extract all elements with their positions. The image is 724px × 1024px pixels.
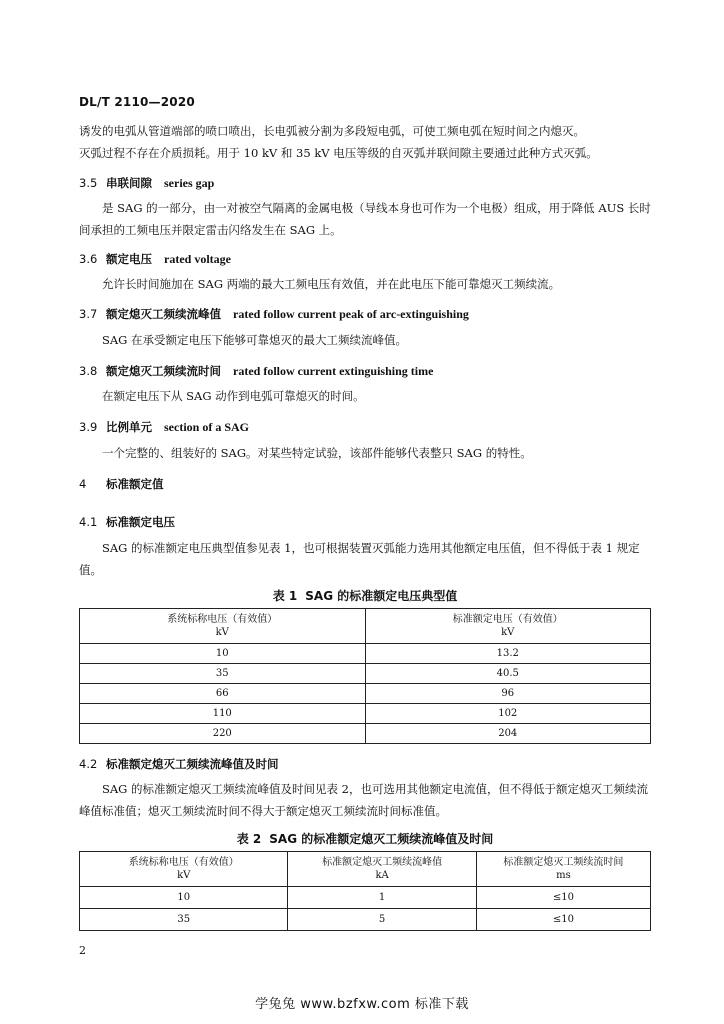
intro-line-1: 诱发的电弧从管道端部的喷口喷出，长电弧被分割为多段短电弧，可使工频电弧在短时间之内熄灭。: [79, 124, 585, 138]
table-row: [80, 724, 651, 744]
footer-watermark-link[interactable]: 学兔兔 www.bzfxw.com 标准下载: [255, 997, 469, 1012]
section-3-7-body: SAG 在承受额定电压下能够可靠熄灭的最大工频续流峰值。: [102, 333, 408, 347]
section-title-cn: 比例单元: [106, 420, 152, 434]
table-cell: 10: [80, 887, 288, 909]
section-3-6-body: 允许长时间施加在 SAG 两端的最大工频电压有效值，并在此电压下能可靠熄灭工频续流。: [102, 277, 561, 291]
section-4-1-body: SAG 的标准额定电压典型值参见表 1，也可根据装置灭弧能力选用其他额定电压值，但不得低于表 1 规定值。: [79, 541, 640, 577]
section-4-heading: [79, 475, 176, 493]
section-title-cn: 额定电压: [106, 252, 152, 266]
table-header-cell: [288, 852, 476, 887]
table-1-caption: [79, 587, 651, 604]
section-3-6-heading: [79, 250, 231, 268]
table-header-row: [80, 852, 651, 887]
section-number: 4.2: [79, 757, 98, 771]
section-number: 3.5: [79, 176, 98, 190]
section-3-7-heading: [79, 305, 469, 323]
header-label: 系统标称电压（有效值）: [128, 857, 239, 868]
section-3-5-body: 是 SAG 的一部分，由一对被空气隔离的金属电极（导线本身也可作为一个电极）组成，用于降低 AUS 长时间承担的工频电压并限定雷击闪络发生在 SAG 上。: [79, 201, 651, 237]
section-title-en: series gap: [164, 176, 215, 190]
table-cell: 110: [80, 704, 366, 724]
header-unit: kV: [215, 627, 229, 638]
header-unit: kV: [177, 870, 191, 881]
section-title-en: rated voltage: [164, 252, 231, 266]
table-row: [80, 887, 651, 909]
table-cell: 66: [80, 684, 366, 704]
section-3-9-body: 一个完整的、组装好的 SAG。对某些特定试验，该部件能够代表整只 SAG 的特性。: [102, 446, 532, 460]
table-cell: 1: [288, 887, 476, 909]
table-1-number: 表 1: [272, 589, 298, 603]
table-cell: 96: [365, 684, 651, 704]
section-3-8-heading: [79, 362, 433, 380]
section-3-8-body: 在额定电压下从 SAG 动作到电弧可靠熄灭的时间。: [102, 389, 365, 403]
section-number: 4: [79, 477, 87, 491]
section-number: 3.9: [79, 420, 98, 434]
table-cell: 35: [80, 909, 288, 931]
table-header-cell: [80, 852, 288, 887]
table-cell: ≤10: [476, 887, 650, 909]
table-cell: 5: [288, 909, 476, 931]
table-header-cell: [365, 609, 651, 644]
section-number: 4.1: [79, 515, 98, 529]
table-2-number: 表 2: [236, 832, 262, 846]
table-cell: 35: [80, 664, 366, 684]
table-row: [80, 644, 651, 664]
section-title-en: rated follow current extinguishing time: [233, 364, 434, 378]
table-row: [80, 909, 651, 931]
table-cell: 220: [80, 724, 366, 744]
header-label: 系统标称电压（有效值）: [167, 614, 278, 625]
table-cell: 102: [365, 704, 651, 724]
header-label: 标准额定熄灭工频续流时间: [503, 857, 624, 868]
section-title-en: rated follow current peak of arc-extinguishing: [233, 307, 469, 321]
table-cell: 204: [365, 724, 651, 744]
table-2-caption: [79, 830, 651, 847]
section-number: 3.8: [79, 364, 98, 378]
header-label: 标准额定熄灭工频续流峰值: [322, 857, 443, 868]
intro-line-2: 灭弧过程不存在介质损耗。用于 10 kV 和 35 kV 电压等级的自灭弧并联间隙主要通过此种方式灭弧。: [79, 146, 598, 160]
table-row: [80, 684, 651, 704]
section-title-cn: 额定熄灭工频续流时间: [106, 364, 221, 378]
table-header-cell: [476, 852, 650, 887]
table-cell: 13.2: [365, 644, 651, 664]
table-1: [79, 608, 651, 744]
page-number: 2: [79, 944, 86, 957]
section-number: 3.6: [79, 252, 98, 266]
table-cell: 40.5: [365, 664, 651, 684]
section-number: 3.7: [79, 307, 98, 321]
document-code: DL/T 2110—2020: [79, 95, 195, 109]
table-row: [80, 704, 651, 724]
section-title-cn: 标准额定熄灭工频续流峰值及时间: [106, 757, 279, 771]
header-unit: ms: [556, 870, 571, 881]
section-4-1-heading: [79, 513, 187, 531]
section-title-en: section of a SAG: [164, 420, 249, 434]
table-cell: 10: [80, 644, 366, 664]
section-4-2-body: SAG 的标准额定熄灭工频续流峰值及时间见表 2，也可选用其他额定电流值，但不得低于额定熄灭工频续流峰值标准值；熄灭工频续流时间不得大于额定熄灭工频续流时间标准值。: [79, 782, 648, 818]
table-cell: ≤10: [476, 909, 650, 931]
table-header-row: [80, 609, 651, 644]
table-2: [79, 851, 651, 931]
intro-paragraph: [79, 120, 651, 164]
section-4-2-heading: [79, 755, 291, 773]
section-title-cn: 标准额定值: [106, 477, 164, 491]
section-3-5-heading: [79, 174, 214, 192]
section-title-cn: 串联间隙: [106, 176, 152, 190]
table-1-title: SAG 的标准额定电压典型值: [305, 589, 458, 603]
section-title-cn: 额定熄灭工频续流峰值: [106, 307, 221, 321]
table-2-title: SAG 的标准额定熄灭工频续流峰值及时间: [269, 832, 494, 846]
header-label: 标准额定电压（有效值）: [452, 614, 563, 625]
section-title-cn: 标准额定电压: [106, 515, 175, 529]
header-unit: kV: [501, 627, 515, 638]
table-header-cell: [80, 609, 366, 644]
section-3-9-heading: [79, 418, 249, 436]
table-row: [80, 664, 651, 684]
header-unit: kA: [375, 870, 389, 881]
